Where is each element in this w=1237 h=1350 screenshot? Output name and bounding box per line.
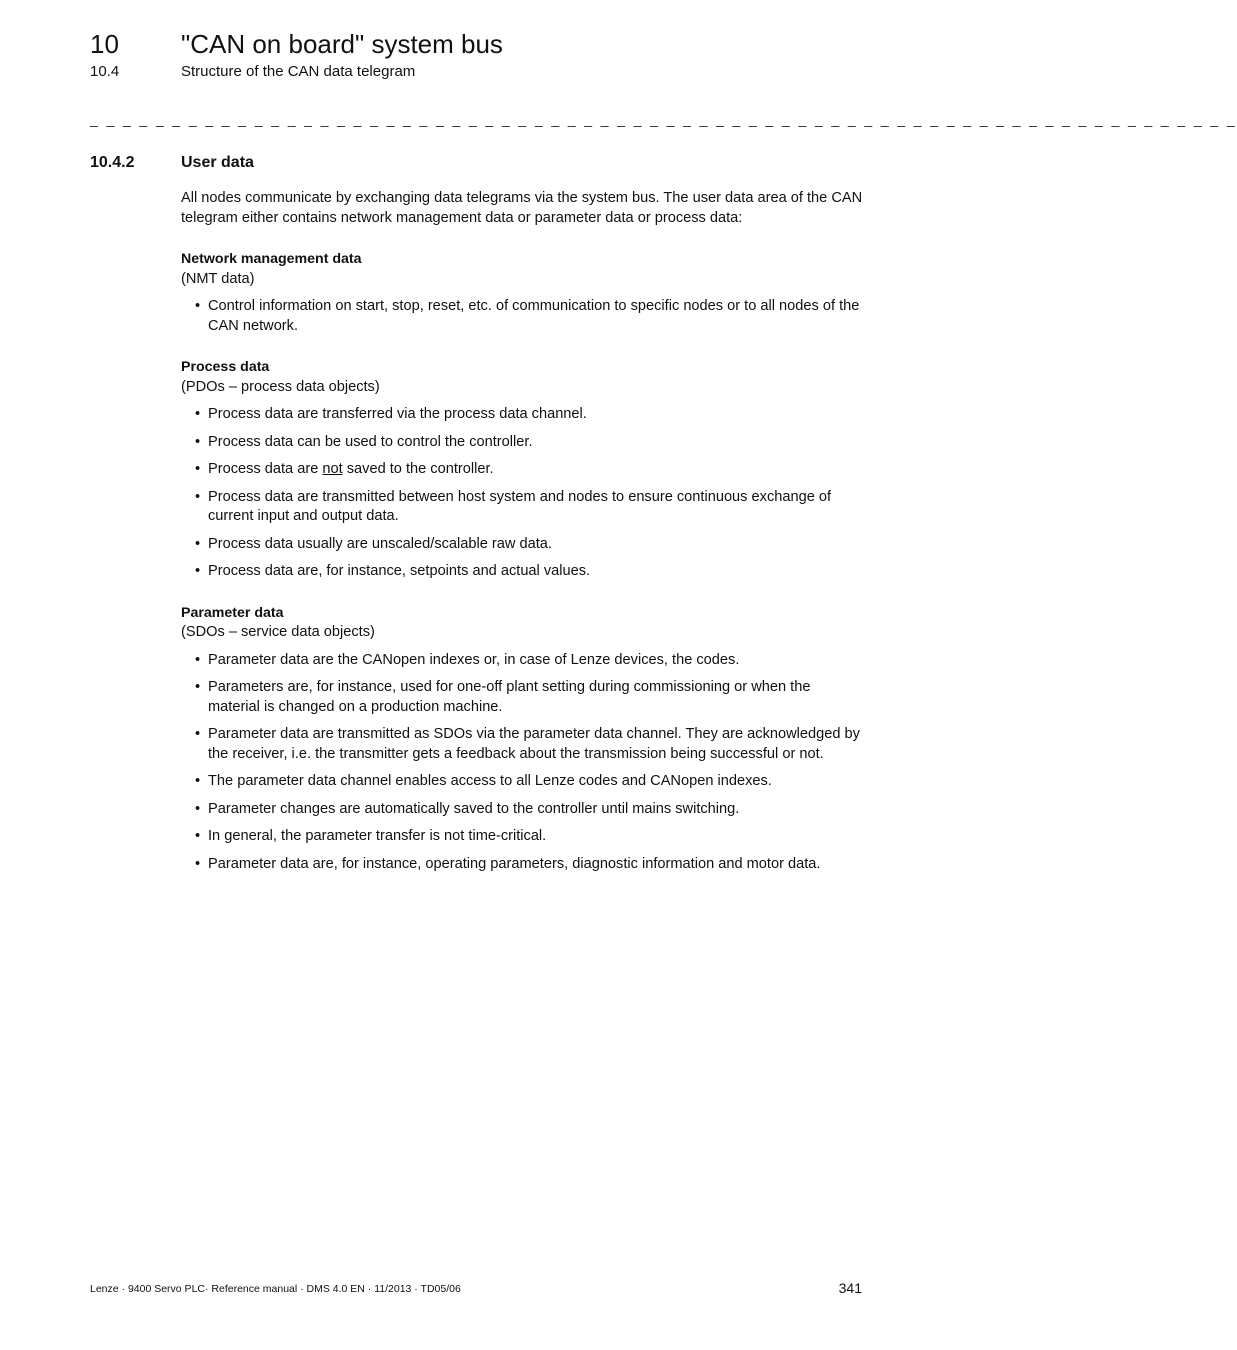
section-title: Structure of the CAN data telegram: [181, 63, 416, 80]
parameter-heading: Parameter data: [181, 604, 284, 621]
list-item: [181, 460, 865, 480]
parameter-list: [181, 651, 865, 875]
list-item: • In general, the parameter transfer is not time-critical.: [181, 827, 865, 847]
process-list: [181, 405, 865, 582]
section-number: 10.4: [90, 63, 120, 80]
list-item: • Parameter data are the CANopen indexes or, in case of Lenze devices, the codes.: [181, 651, 865, 671]
intro-paragraph: All nodes communicate by exchanging data telegrams via the system bus. The user data area of the CAN telegram either contains network management data or parameter data or process data:: [181, 190, 863, 226]
list-item: • Parameter changes are automatically saved to the controller until mains switching.: [181, 800, 865, 820]
subsection-title: User data: [181, 154, 254, 171]
parameter-subtitle: (SDOs – service data objects): [181, 624, 375, 640]
list-item: • Parameter data are, for instance, operating parameters, diagnostic information and motor data.: [181, 855, 865, 875]
nmt-subtitle: (NMT data): [181, 270, 255, 287]
list-item: • Process data are, for instance, setpoints and actual values.: [181, 562, 865, 582]
nmt-heading: Network management data: [181, 251, 362, 267]
list-item: • Process data are transmitted between host system and nodes to ensure continuous exchange of current input and output data.: [181, 488, 865, 527]
page-content: [181, 189, 865, 896]
chapter-title: "CAN on board" system bus: [181, 29, 503, 59]
nmt-list: [181, 297, 865, 336]
list-item-text: Process data are: [208, 461, 323, 477]
footer-document-info: Lenze · 9400 Servo PLC· Reference manual · DMS 4.0 EN · 11/2013 · TD05/06: [90, 1283, 461, 1295]
process-heading: Process data: [181, 359, 270, 375]
process-subtitle: (PDOs – process data objects): [181, 378, 380, 395]
subsection-number: 10.4.2: [90, 154, 135, 171]
list-item: • The parameter data channel enables access to all Lenze codes and CANopen indexes.: [181, 772, 865, 792]
header-divider: _ _ _ _ _ _ _ _ _ _ _ _ _ _ _ _ _ _ _ _ _ _ _ _ _ _ _ _ _ _ _ _ _ _ _ _ _ _ _ _ _ _ _ _ _ _ _ _ _ _ _ _ _ _ _ _ _ _ _ _ _ _ _ _ _ _ _ _ _ _: [90, 111, 1237, 127]
list-item: • Parameter data are transmitted as SDOs via the parameter data channel. They are acknowledged by the receiver, i.e. the transmitter gets a feedback about the transmission being successful or not.: [181, 725, 865, 764]
chapter-number: 10: [90, 29, 119, 59]
list-item: • Process data usually are unscaled/scalable raw data.: [181, 535, 865, 555]
list-item: • Process data can be used to control the controller.: [181, 433, 865, 453]
page-number: 341: [838, 1280, 862, 1296]
list-item-text: saved to the controller.: [342, 461, 494, 477]
list-item: • Control information on start, stop, reset, etc. of communication to specific nodes or to all nodes of the CAN network.: [181, 297, 865, 336]
emphasis-not: not: [322, 461, 343, 477]
list-item: • Parameters are, for instance, used for one-off plant setting during commissioning or when the material is changed on a production machine.: [181, 678, 865, 717]
list-item: • Process data are transferred via the process data channel.: [181, 405, 865, 425]
